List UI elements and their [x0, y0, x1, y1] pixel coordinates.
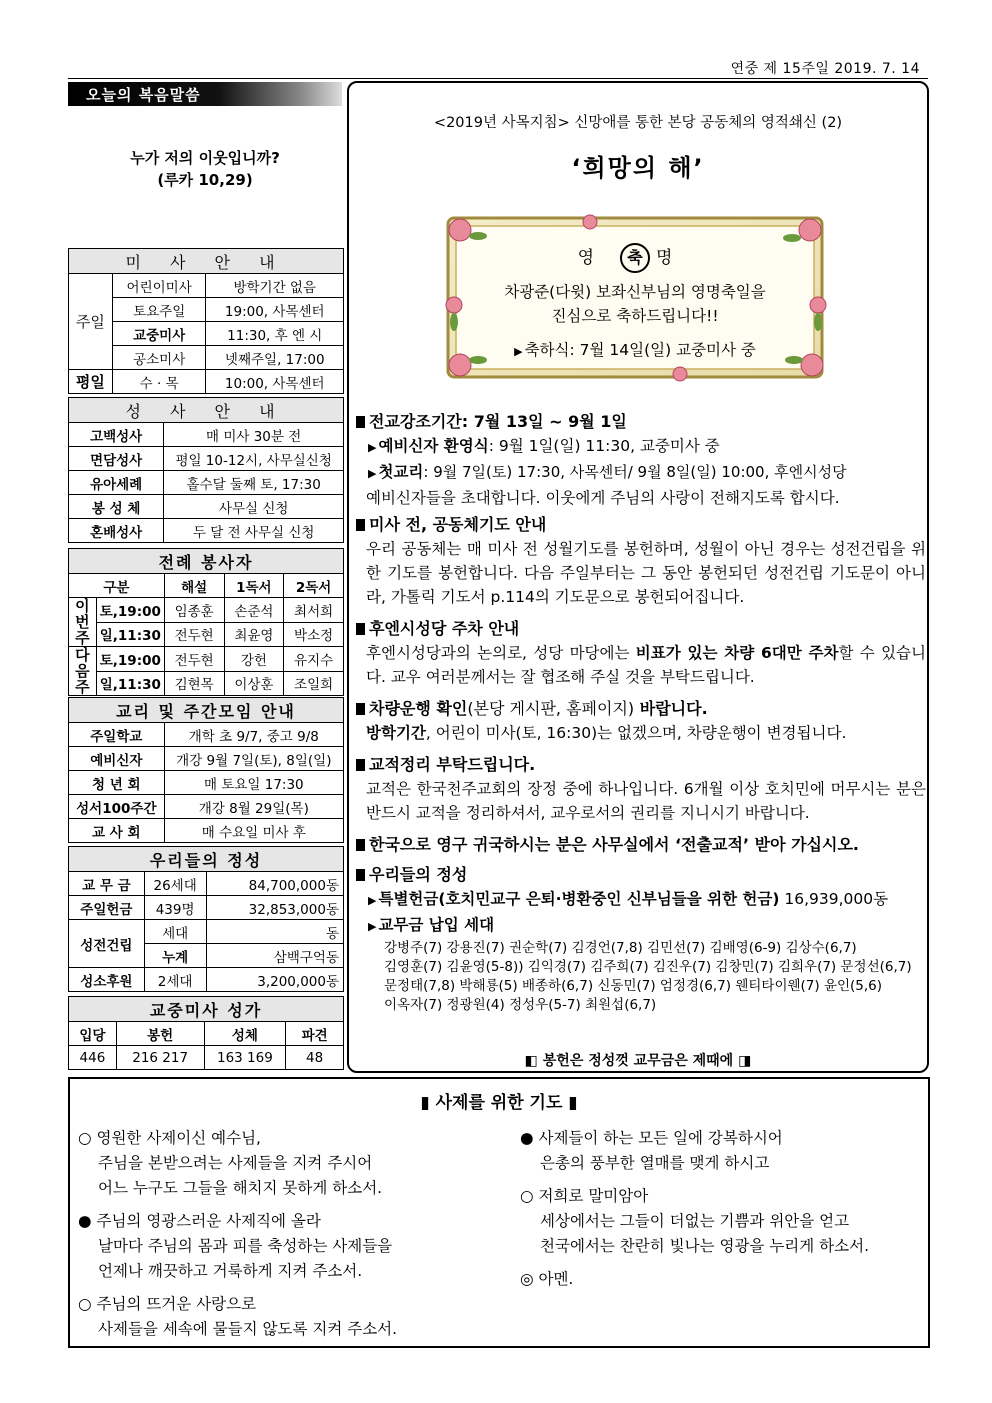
notice-title: 한국으로 영구 귀국하시는 분은 사무실에서 ‘전출교적’ 받아 가십시오. — [369, 835, 859, 854]
catechesis-name: 주일학교 — [69, 723, 165, 747]
hymn-number: 48 — [286, 1046, 344, 1070]
mass-info: 방학기간 없음 — [206, 274, 344, 298]
triangle-bullet-icon: ▶ — [368, 920, 377, 933]
server-name: 박소정 — [284, 622, 344, 647]
mass-name: 어린이미사 — [112, 274, 206, 298]
server-time: 토,19:00 — [96, 598, 164, 623]
mass-info: 19:00, 사목센터 — [206, 298, 344, 322]
feast-title — [440, 240, 830, 276]
feast-day-card — [440, 240, 830, 360]
server-name: 손준석 — [224, 598, 284, 623]
prayer-line: 주님의 뜨거운 사랑으로 — [96, 1295, 257, 1313]
sacrament-info: 평일 10-12시, 사무실신청 — [164, 447, 344, 471]
family-list-line: 이옥자(7) 정광원(4) 정성우(5-7) 최원섭(6,7) — [384, 997, 657, 1013]
notice-body — [356, 721, 926, 745]
hymn-header: 성체 — [204, 1022, 286, 1046]
notice-community-prayer — [356, 513, 926, 609]
mass-name: 수 · 목 — [112, 370, 206, 394]
mass-name: 공소미사 — [112, 346, 206, 370]
bullet-icon: ● — [78, 1212, 92, 1230]
prayer-stanza — [78, 1209, 498, 1284]
square-bullet-icon — [356, 703, 365, 715]
servers-header: 해설 — [164, 574, 224, 598]
hymn-header: 봉헌 — [116, 1022, 204, 1046]
hymn-table — [68, 996, 344, 1070]
prayer-line: 영원한 사제이신 예수님, — [96, 1129, 261, 1147]
server-name: 이상훈 — [224, 671, 284, 696]
notice-return — [356, 833, 926, 857]
server-name: 최서희 — [284, 598, 344, 623]
notice-parking — [356, 617, 926, 689]
vocation-label: 성소후원 — [69, 968, 145, 992]
server-time: 일,11:30 — [96, 622, 164, 647]
gospel-reference: (루카 10,29) — [157, 171, 253, 189]
hymn-number: 446 — [69, 1046, 117, 1070]
prayer-stanza — [78, 1126, 498, 1201]
notice-title: 전교강조기간: 7월 13일 ~ 9월 1일 — [369, 412, 627, 431]
building-total-label: 누계 — [144, 944, 206, 968]
prayer-stanza — [78, 1292, 498, 1342]
mass-info: 10:00, 사목센터 — [206, 370, 344, 394]
feast-celebration-text: 축하식: 7월 14일(일) 교중미사 중 — [524, 341, 756, 359]
prayer-line: 주님을 본받으려는 사제들을 지켜 주시어 — [98, 1154, 373, 1172]
prayer-stanza — [520, 1126, 920, 1176]
triangle-bullet-icon: ▶ — [368, 441, 377, 454]
prayer-line: 사제들을 세속에 물들지 않도록 지켜 주소서. — [98, 1320, 398, 1338]
building-total: 삼백구억동 — [206, 944, 343, 968]
prayer-line: 은총의 풍부한 열매를 맺게 하시고 — [540, 1154, 770, 1172]
sunday-label: 주일 — [69, 274, 113, 370]
notice-offerings — [356, 863, 926, 1015]
hymn-number: 163 169 — [204, 1046, 286, 1070]
mass-info: 넷째주일, 17:00 — [206, 346, 344, 370]
sacraments-title: 성 사 안 내 — [69, 398, 344, 423]
sacrament-name: 봉 성 체 — [69, 495, 164, 519]
offering-count: 439명 — [144, 896, 206, 920]
server-name: 조일희 — [284, 671, 344, 696]
notice-title: 우리들의 정성 — [369, 865, 468, 884]
catechesis-name: 예비신자 — [69, 747, 165, 771]
notice-title: 교적정리 부탁드립니다. — [369, 755, 536, 774]
family-list-line: 문정태(7,8) 박해룡(5) 배종하(6,7) 신동민(7) 엄정경(6,7) 웬티타이웬(7) 윤인(5,6) — [384, 978, 883, 994]
next-week-label: 다음주 — [69, 647, 97, 696]
notice-body: 예비신자들을 초대합니다. 이웃에게 주님의 사랑이 전해지도록 합시다. — [366, 489, 840, 507]
family-list — [356, 939, 926, 1015]
notice-title: 차량운행 확인 — [369, 699, 468, 718]
square-bullet-icon — [356, 869, 365, 881]
building-amount: 동 — [206, 920, 343, 944]
gospel-quote-text: 누가 저의 이웃입니까? — [130, 149, 280, 167]
notice-text: 후엔시성당과의 논의로, 성당 마당에는 — [366, 644, 636, 662]
servers-header: 구분 — [69, 574, 165, 598]
welcome-text: : 9월 1일(일) 11:30, 교중미사 중 — [488, 437, 720, 455]
notice-text: 할 수 있습니다. 교우 여러분께서는 잘 협조해 주실 것을 부탁드립니다. — [366, 644, 926, 686]
weekday-label: 평일 — [69, 370, 113, 394]
bullet-icon: ○ — [78, 1295, 92, 1313]
sacrament-info: 두 달 전 사무실 신청 — [164, 519, 344, 543]
server-name: 전두현 — [164, 647, 224, 672]
sacrament-info: 사무실 신청 — [164, 495, 344, 519]
header-rule — [68, 78, 928, 79]
gospel-banner: 오늘의 복음말씀 — [68, 82, 342, 106]
servers-header: 2독서 — [284, 574, 344, 598]
first-class-label: 첫교리 — [378, 463, 424, 481]
notice-text: , 어린이 미사(토, 16:30)는 없겠으며, 차량운행이 변경됩니다. — [425, 724, 847, 742]
first-class-text: : 9월 7일(토) 17:30, 사목센터/ 9월 8일(일) 10:00, 후엔시성당 — [423, 463, 847, 481]
notice-title: 미사 전, 공동체기도 안내 — [369, 515, 547, 534]
sacrament-name: 면담성사 — [69, 447, 164, 471]
mass-schedule-table — [68, 248, 344, 394]
celebration-seal-icon: 축 — [620, 243, 650, 273]
prayer-line: 저희로 말미암아 — [538, 1187, 649, 1205]
square-bullet-icon — [356, 623, 365, 635]
sacrament-info: 매 미사 30분 전 — [164, 423, 344, 447]
server-name: 전두현 — [164, 622, 224, 647]
bullet-icon: ● — [520, 1129, 534, 1147]
bulletin-date: 연중 제 15주일 2019. 7. 14 — [730, 61, 920, 77]
welcome-label: 예비신자 환영식 — [378, 437, 489, 455]
prayer-line: 천국에서는 찬란히 빛나는 영광을 누리게 하소서. — [540, 1237, 870, 1255]
building-fund-label: 성전건립 — [69, 920, 145, 968]
prayer-line: 아멘. — [538, 1270, 574, 1288]
offering-amount: 32,853,000동 — [206, 896, 343, 920]
special-offering-amount: 16,939,000동 — [779, 890, 889, 908]
server-name: 임종훈 — [164, 598, 224, 623]
offering-table — [68, 846, 344, 992]
server-name: 김현목 — [164, 671, 224, 696]
prayer-line: 세상에서는 그들이 더없는 기쁨과 위안을 얻고 — [540, 1212, 850, 1230]
hymn-number: 216 217 — [116, 1046, 204, 1070]
triangle-bullet-icon: ▶ — [368, 894, 377, 907]
prayer-right-column — [520, 1126, 920, 1300]
catechesis-info: 개강 9월 7일(토), 8일(일) — [164, 747, 343, 771]
notice-body: 우리 공동체는 매 미사 전 성월기도를 봉헌하며, 성월이 아닌 경우는 성전건립을 위한 기도를 봉헌합니다. 다음 주일부터는 그 동안 봉헌되던 성전건립 기도문이 아니라, 가톨릭 기도서 p.114의 기도문으로 봉헌되어집니다. — [366, 540, 926, 606]
vocation-amount: 3,200,000동 — [206, 968, 343, 992]
notice-title: 후엔시성당 주차 안내 — [369, 619, 520, 638]
feast-message — [440, 280, 830, 328]
notice-emphasis: 비표가 있는 차량 6대만 주차 — [635, 644, 839, 662]
pastoral-subtitle: <2019년 사목지침> 신망애를 통한 본당 공동체의 영적쇄신 (2) — [433, 115, 843, 131]
notice-evangelization — [356, 410, 926, 510]
building-count-label: 세대 — [144, 920, 206, 944]
offering-name: 교 무 금 — [69, 872, 145, 896]
notice-registry — [356, 753, 926, 825]
this-week-label: 이번주 — [69, 598, 97, 647]
server-name: 유지수 — [284, 647, 344, 672]
feast-celebration — [440, 338, 830, 360]
prayer-line: 어느 누구도 그들을 해치지 못하게 하소서. — [98, 1179, 383, 1197]
prayer-line: 날마다 주님의 몸과 피를 축성하는 사제들을 — [98, 1237, 393, 1255]
hymn-header: 파견 — [286, 1022, 344, 1046]
triangle-bullet-icon: ▶ — [514, 345, 523, 358]
prayer-line: 언제나 깨끗하고 거룩하게 지켜 주소서. — [98, 1262, 363, 1280]
square-bullet-icon — [356, 519, 365, 531]
square-bullet-icon — [356, 839, 365, 851]
notice-emphasis: 방학기간 — [366, 724, 426, 742]
catechesis-name: 성서100주간 — [69, 795, 165, 819]
mass-name: 토요주일 — [112, 298, 206, 322]
prayer-title: ▮ 사제를 위한 기도 ▮ — [420, 1093, 578, 1113]
bullet-icon: ○ — [520, 1187, 534, 1205]
catechesis-info: 매 수요일 미사 후 — [164, 819, 343, 843]
prayer-stanza — [520, 1184, 920, 1259]
offering-slogan: ◧ 봉헌은 정성껏 교무금은 제때에 ◨ — [524, 1053, 752, 1069]
mass-schedule-title: 미 사 안 내 — [69, 249, 344, 274]
triangle-bullet-icon: ▶ — [368, 467, 377, 480]
catechesis-table — [68, 697, 344, 843]
sacrament-info: 홀수달 둘째 토, 17:30 — [164, 471, 344, 495]
prayer-left-column — [78, 1126, 498, 1350]
hymn-header: 입당 — [69, 1022, 117, 1046]
bullet-icon: ◎ — [520, 1270, 534, 1288]
sacrament-name: 유아세례 — [69, 471, 164, 495]
prayer-stanza — [520, 1267, 920, 1292]
mass-info: 11:30, 후 엔 시 — [206, 322, 344, 346]
server-name: 강헌 — [224, 647, 284, 672]
offering-count: 26세대 — [144, 872, 206, 896]
servers-title: 전례 봉사자 — [69, 549, 344, 574]
catechesis-info: 매 토요일 17:30 — [164, 771, 343, 795]
notice-body: 교적은 한국천주교회의 장정 중에 하나입니다. 6개월 이상 호치민에 머무시는 분은 반드시 교적을 정리하셔서, 교우로서의 권리를 지니시기 바랍니다. — [366, 780, 926, 822]
notice-title-note: (본당 게시판, 홈페이지) — [467, 699, 635, 718]
prayer-line: 사제들이 하는 모든 일에 강복하시어 — [538, 1129, 783, 1147]
catechesis-info: 개학 초 9/7, 중고 9/8 — [164, 723, 343, 747]
special-offering-label: 특별헌금(호치민교구 은퇴·병환중인 신부님들을 위한 헌금) — [378, 890, 780, 908]
square-bullet-icon — [356, 759, 365, 771]
servers-table — [68, 548, 344, 696]
notice-vehicle — [356, 697, 926, 745]
feast-title-left: 영 — [577, 248, 614, 268]
notice-body — [356, 641, 926, 689]
server-time: 일,11:30 — [96, 671, 164, 696]
family-list-line: 김영훈(7) 김윤영(5-8)) 김익경(7) 김주희(7) 김진우(7) 김창민(7) 김희우(7) 문정선(6,7) — [384, 959, 912, 975]
catechesis-name: 교 사 회 — [69, 819, 165, 843]
catechesis-name: 청 년 회 — [69, 771, 165, 795]
bullet-icon: ○ — [78, 1129, 92, 1147]
notice-title-end: 바랍니다. — [634, 699, 708, 718]
square-bullet-icon — [356, 416, 365, 428]
sacrament-name: 혼배성사 — [69, 519, 164, 543]
servers-header: 1독서 — [224, 574, 284, 598]
server-name: 최윤영 — [224, 622, 284, 647]
server-time: 토,19:00 — [96, 647, 164, 672]
pastoral-title: ‘희망의 해’ — [571, 154, 705, 182]
catechesis-info: 개강 8월 29일(목) — [164, 795, 343, 819]
feast-title-right: 명 — [656, 248, 693, 268]
gospel-quote — [68, 147, 342, 191]
feast-line: 진심으로 축하드립니다!! — [551, 307, 719, 325]
offering-title: 우리들의 정성 — [69, 847, 344, 872]
offering-name: 주일헌금 — [69, 896, 145, 920]
catechesis-title: 교리 및 주간모임 안내 — [69, 698, 344, 723]
mass-name: 교중미사 — [112, 322, 206, 346]
families-label: 교무금 납입 세대 — [378, 916, 495, 934]
offering-amount: 84,700,000동 — [206, 872, 343, 896]
prayer-line: 주님의 영광스러운 사제직에 올라 — [96, 1212, 321, 1230]
family-list-line: 강병주(7) 강용진(7) 권순학(7) 김경언(7,8) 김민선(7) 김배영(6-9) 김상수(6,7) — [384, 940, 857, 956]
sacrament-name: 고백성사 — [69, 423, 164, 447]
vocation-count: 2세대 — [144, 968, 206, 992]
feast-line: 차광준(다윗) 보좌신부님의 영명축일을 — [504, 283, 766, 301]
sacraments-table — [68, 397, 344, 543]
hymn-title: 교중미사 성가 — [69, 997, 344, 1022]
